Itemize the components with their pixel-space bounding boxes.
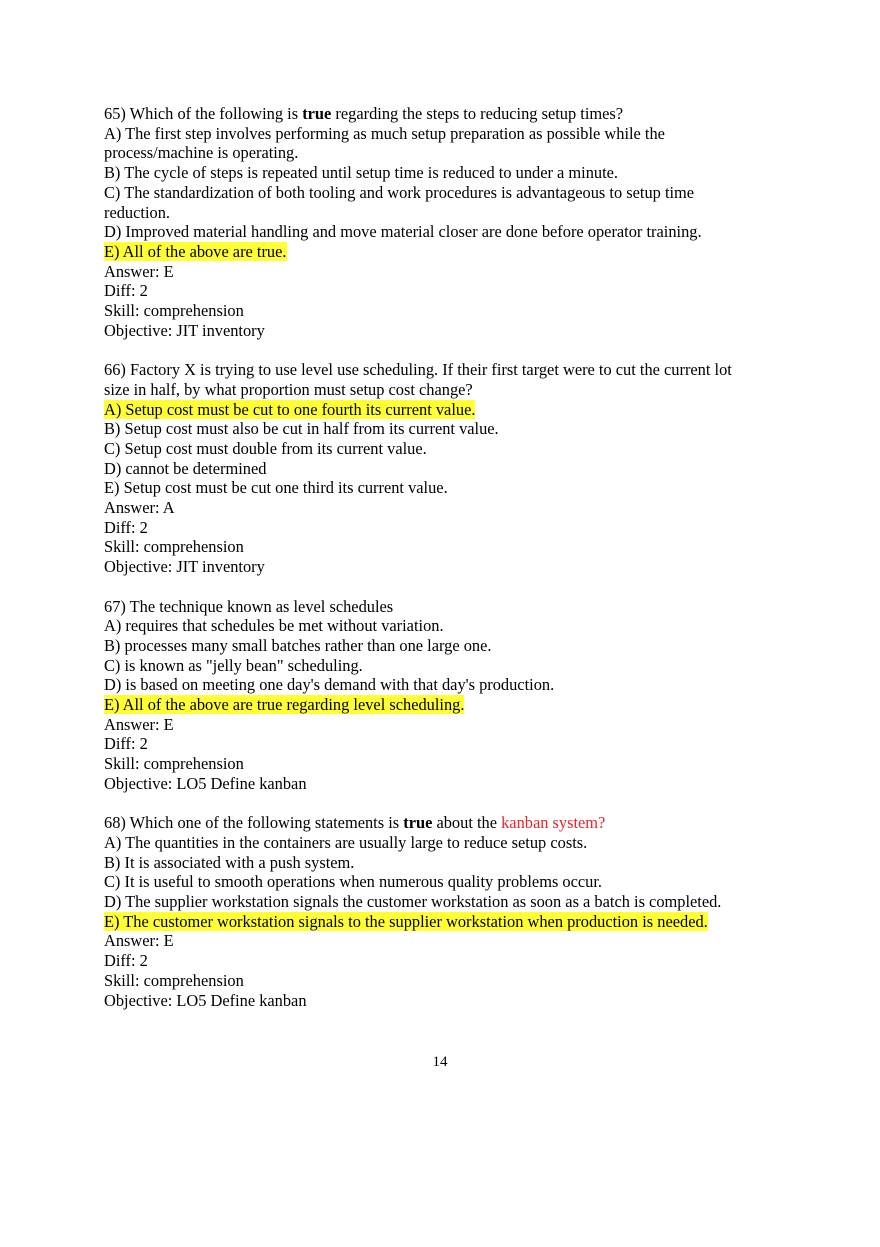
- objective-line: Objective: LO5 Define kanban: [104, 990, 307, 1010]
- answer-line: Answer: E: [104, 714, 174, 734]
- option-e-highlighted: E) All of the above are true.: [104, 241, 287, 261]
- option-b: B) Setup cost must also be cut in half from its current value.: [104, 419, 499, 439]
- stem-bold: true: [302, 104, 332, 123]
- option-e: E) Setup cost must be cut one third its current value.: [104, 478, 448, 498]
- question-stem: 67) The technique known as level schedules: [104, 596, 394, 616]
- option-b: B) The cycle of steps is repeated until setup time is reduced to under a minute.: [104, 163, 619, 183]
- difficulty-line: Diff: 2: [104, 734, 148, 754]
- option-b: B) processes many small batches rather than one large one.: [104, 635, 492, 655]
- option-a-highlighted: A) Setup cost must be cut to one fourth its current value.: [104, 399, 476, 419]
- stem-text: 68) Which one of the following statements is: [104, 813, 404, 833]
- answer-line: Answer: E: [104, 931, 174, 951]
- option-a: A) The quantities in the containers are usually large to reduce setup costs.: [104, 832, 588, 852]
- stem-red-text: kanban system?: [501, 813, 606, 833]
- question-66: [104, 360, 784, 577]
- stem-text: about the: [432, 813, 502, 833]
- stem-bold: true: [403, 813, 433, 833]
- option-d: D) cannot be determined: [104, 458, 267, 478]
- option-c: C) It is useful to smooth operations when numerous quality problems occur.: [104, 872, 603, 892]
- option-a: A) requires that schedules be met without variation.: [104, 616, 444, 636]
- option-e-highlighted: E) All of the above are true regarding level scheduling.: [104, 695, 465, 715]
- difficulty-line: Diff: 2: [104, 517, 148, 537]
- stem-text: regarding the steps to reducing setup times?: [331, 104, 624, 123]
- option-c: C) Setup cost must double from its current value.: [104, 438, 427, 458]
- objective-line: Objective: JIT inventory: [104, 320, 265, 340]
- option-c: C) The standardization of both tooling and work procedures is advantageous to setup time reduction.: [104, 182, 695, 222]
- option-e-highlighted: E) The customer workstation signals to the supplier workstation when production is needed.: [104, 911, 708, 931]
- stem-text: 65) Which of the following is: [104, 104, 303, 123]
- objective-line: Objective: LO5 Define kanban: [104, 773, 307, 793]
- option-c: C) is known as "jelly bean" scheduling.: [104, 655, 363, 675]
- question-65: [104, 104, 784, 340]
- skill-line: Skill: comprehension: [104, 754, 244, 774]
- option-d: D) is based on meeting one day's demand with that day's production.: [104, 675, 555, 695]
- objective-line: Objective: JIT inventory: [104, 557, 265, 577]
- page-number: 14: [432, 1054, 448, 1070]
- question-stem: 66) Factory X is trying to use level use scheduling. If their first target were to cut the current lot: [104, 360, 732, 380]
- difficulty-line: Diff: 2: [104, 951, 148, 971]
- skill-line: Skill: comprehension: [104, 970, 244, 990]
- question-67: [104, 597, 784, 794]
- document-page: [104, 104, 784, 1010]
- answer-line: Answer: E: [104, 261, 174, 281]
- option-d: D) The supplier workstation signals the customer workstation as soon as a batch is completed.: [104, 892, 722, 912]
- skill-line: Skill: comprehension: [104, 301, 244, 321]
- answer-line: Answer: A: [104, 498, 175, 518]
- difficulty-line: Diff: 2: [104, 281, 148, 301]
- option-d: D) Improved material handling and move material closer are done before operator training.: [104, 222, 702, 242]
- question-stem: [104, 813, 784, 833]
- option-a: A) The first step involves performing as much setup preparation as possible while the process/machine is operating.: [104, 123, 665, 163]
- question-68: [104, 813, 784, 1010]
- option-b: B) It is associated with a push system.: [104, 852, 355, 872]
- skill-line: Skill: comprehension: [104, 537, 244, 557]
- question-stem: [104, 104, 784, 124]
- question-stem-continued: size in half, by what proportion must setup cost change?: [104, 379, 473, 399]
